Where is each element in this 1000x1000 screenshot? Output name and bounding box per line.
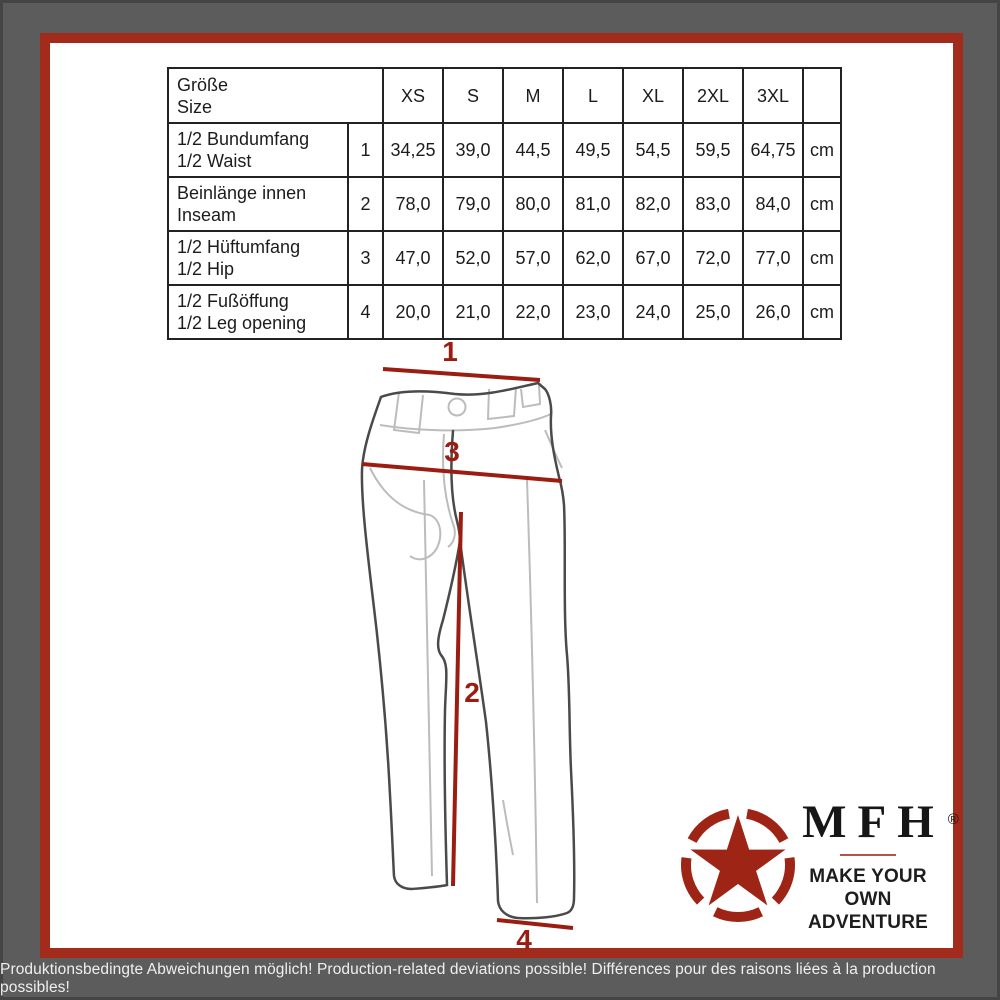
size-table [167, 67, 842, 340]
size-column-header-xl: XL [623, 68, 683, 123]
value-cell: 34,25 [383, 123, 443, 177]
value-cell: 25,0 [683, 285, 743, 339]
unit-cell: cm [803, 285, 841, 339]
value-cell: 44,5 [503, 123, 563, 177]
table-header-row [168, 68, 841, 123]
hip-measure-line [362, 464, 562, 481]
value-cell: 83,0 [683, 177, 743, 231]
value-cell: 59,5 [683, 123, 743, 177]
value-cell: 67,0 [623, 231, 683, 285]
pants-diagram [330, 340, 660, 955]
table-row-hip [168, 231, 841, 285]
table-row-inseam [168, 177, 841, 231]
marker-label-inseam: 2 [464, 677, 480, 708]
value-cell: 78,0 [383, 177, 443, 231]
row-marker-number: 3 [348, 231, 383, 285]
row-marker-number: 4 [348, 285, 383, 339]
unit-cell: cm [803, 177, 841, 231]
size-header-de: Größe [177, 74, 229, 95]
value-cell: 54,5 [623, 123, 683, 177]
value-cell: 49,5 [563, 123, 623, 177]
brand-name: MFH ® [802, 796, 959, 848]
value-cell: 39,0 [443, 123, 503, 177]
marker-label-hip: 3 [444, 436, 460, 467]
value-cell: 79,0 [443, 177, 503, 231]
size-column-header-2xl: 2XL [683, 68, 743, 123]
value-cell: 77,0 [743, 231, 803, 285]
unit-cell: cm [803, 231, 841, 285]
value-cell: 81,0 [563, 177, 623, 231]
size-header-en: Size [177, 96, 213, 117]
row-label-inseam: Beinlänge innen Inseam [168, 177, 348, 231]
leg-opening-measure-line [497, 920, 573, 928]
size-column-header-3xl: 3XL [743, 68, 803, 123]
brand-text-block [788, 796, 959, 934]
value-cell: 82,0 [623, 177, 683, 231]
value-cell: 80,0 [503, 177, 563, 231]
value-cell: 22,0 [503, 285, 563, 339]
pants-detail-lines [370, 385, 562, 903]
value-cell: 64,75 [743, 123, 803, 177]
table-row-leg-opening [168, 285, 841, 339]
brand-tagline-line2: ADVENTURE [807, 912, 929, 933]
value-cell: 57,0 [503, 231, 563, 285]
unit-column-header [803, 68, 841, 123]
row-marker-number: 1 [348, 123, 383, 177]
value-cell: 62,0 [563, 231, 623, 285]
size-column-header-xs: XS [383, 68, 443, 123]
row-label-hip: 1/2 Hüftumfang 1/2 Hip [168, 231, 348, 285]
size-column-header-s: S [443, 68, 503, 123]
footer-note: Produktionsbedingte Abweichungen möglich! Production-related deviations possible! Différences pour des raisons liées à la production possibles! [0, 961, 936, 996]
size-header-cell [168, 68, 383, 123]
brand-tagline-line1: MAKE YOUR OWN [809, 866, 927, 910]
marker-label-waist: 1 [442, 340, 458, 367]
row-label-waist: 1/2 Bundumfang 1/2 Waist [168, 123, 348, 177]
value-cell: 47,0 [383, 231, 443, 285]
waist-measure-line [383, 369, 540, 380]
value-cell: 24,0 [623, 285, 683, 339]
row-marker-number: 2 [348, 177, 383, 231]
value-cell: 23,0 [563, 285, 623, 339]
value-cell: 26,0 [743, 285, 803, 339]
row-label-leg-opening: 1/2 Fußöffung 1/2 Leg opening [168, 285, 348, 339]
registered-trademark-symbol: ® [947, 811, 959, 828]
table-row-waist [168, 123, 841, 177]
value-cell: 21,0 [443, 285, 503, 339]
star-logo-icon [676, 803, 800, 927]
value-cell: 20,0 [383, 285, 443, 339]
unit-cell: cm [803, 123, 841, 177]
size-column-header-l: L [563, 68, 623, 123]
pants-outline [362, 383, 574, 918]
value-cell: 84,0 [743, 177, 803, 231]
brand-divider [840, 854, 896, 856]
marker-label-leg-opening: 4 [516, 924, 532, 955]
value-cell: 72,0 [683, 231, 743, 285]
value-cell: 52,0 [443, 231, 503, 285]
size-column-header-m: M [503, 68, 563, 123]
